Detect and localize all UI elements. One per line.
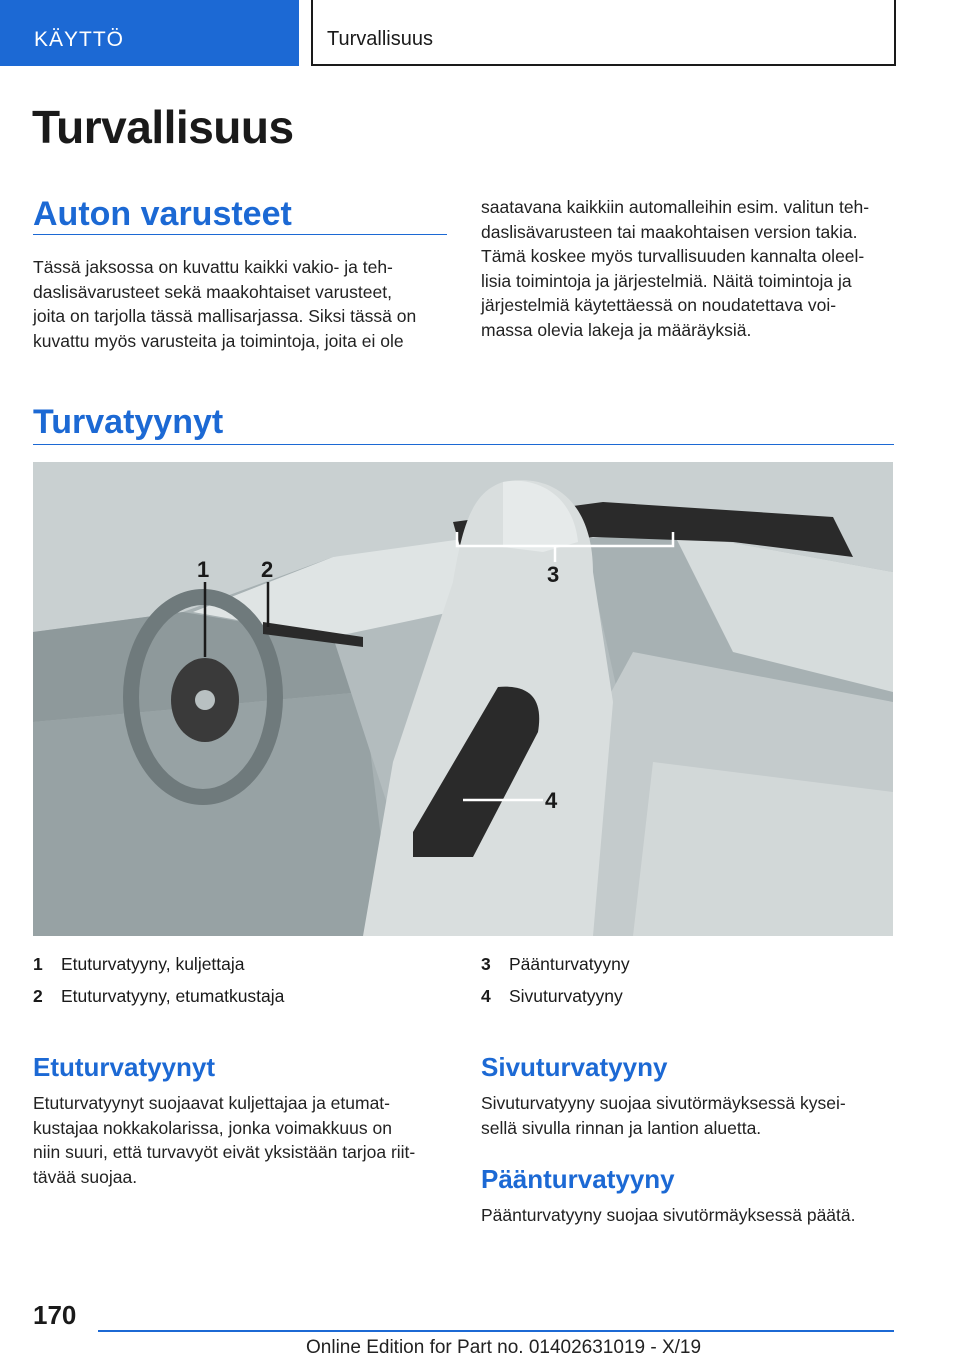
- equipment-col1: Tässä jaksossa on kuvattu kaikki vakio- ja teh- daslisävarusteet sekä maakohtaiset varusteet, joita on tarjolla tässä mallisarjassa. Siksi tässä on kuvattu myös varusteita ja toimintoja, joita ei ole: [33, 257, 417, 351]
- legend-text: Sivuturvatyyny: [509, 986, 623, 1006]
- legend-text: Päänturvatyyny: [509, 954, 630, 974]
- footer-rule: [98, 1330, 894, 1332]
- callout-1: 1: [197, 557, 210, 582]
- equipment-rule: [33, 234, 447, 235]
- legend-number: 1: [33, 954, 43, 974]
- equipment-heading: Auton varusteet: [33, 195, 292, 233]
- side-airbag-text: Sivuturvatyyny suojaa sivutörmäyksessä kysei- sellä sivulla rinnan ja lantion aluetta.: [481, 1093, 846, 1138]
- section-tab: KÄYTTÖ: [0, 0, 299, 66]
- legend-number: 2: [33, 986, 43, 1006]
- legend-item: [481, 984, 630, 1016]
- page-title: Turvallisuus: [32, 101, 294, 153]
- callout-2: 2: [261, 557, 274, 582]
- legend-right: [481, 952, 630, 1016]
- equipment-col2: saatavana kaikkiin automalleihin esim. valitun teh- daslisävarusteen tai maakohtaisen version takia. Tämä koskee myös turvallisuuden kannalta oleel- lisia toimintoja ja järjestelmiä. Näitä toimintoja ja järjestelmiä käytettäessä on noudatettava voi- massa olevia lakeja ja määräyksiä.: [481, 197, 870, 340]
- callout-4: 4: [545, 788, 558, 813]
- legend-item: [481, 952, 630, 984]
- edition-note: Online Edition for Part no. 01402631019 - X/19: [306, 1337, 702, 1358]
- legend-text: Etuturvatyyny, etumatkustaja: [61, 986, 285, 1006]
- legend-number: 4: [481, 986, 491, 1006]
- front-airbags-text: Etuturvatyynyt suojaavat kuljettajaa ja etumat- kustajaa nokkakolarissa, jonka voimakkuus on niin suuri, että turvavyöt eivät yksistään tarjoa riit- tävää suojaa.: [33, 1093, 416, 1187]
- page-number: 170: [33, 1300, 77, 1330]
- head-airbag-heading: Päänturvatyyny: [481, 1164, 675, 1194]
- legend-item: [33, 984, 284, 1016]
- page-header: [0, 0, 960, 66]
- legend-left: [33, 952, 284, 1016]
- legend-number: 3: [481, 954, 491, 974]
- chapter-label: Turvallisuus: [311, 0, 896, 66]
- callout-3: 3: [547, 562, 560, 587]
- airbags-heading: Turvatyynyt: [33, 403, 224, 441]
- front-airbags-heading: Etuturvatyynyt: [33, 1052, 216, 1082]
- head-airbag-text: Päänturvatyyny suojaa sivutörmäyksessä päätä.: [481, 1205, 856, 1225]
- side-airbag-heading: Sivuturvatyyny: [481, 1052, 668, 1082]
- airbags-rule: [33, 444, 894, 445]
- legend-text: Etuturvatyyny, kuljettaja: [61, 954, 245, 974]
- airbag-illustration: [33, 462, 893, 936]
- legend-item: [33, 952, 284, 984]
